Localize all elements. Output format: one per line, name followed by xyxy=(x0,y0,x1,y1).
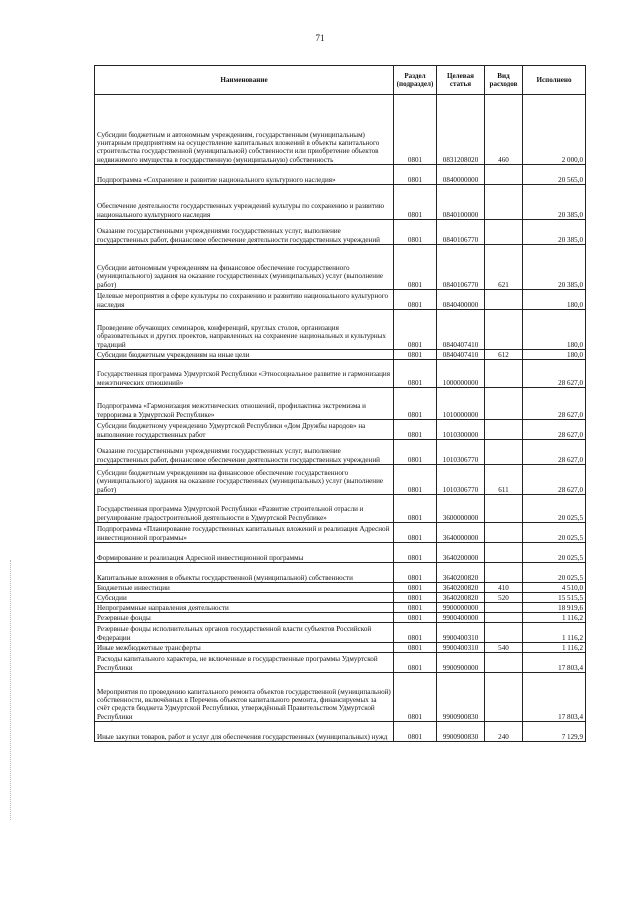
row-section: 0801 xyxy=(394,603,437,613)
row-article: 0840407410 xyxy=(437,310,485,350)
row-amount: 1 116,2 xyxy=(523,613,586,623)
row-amount: 20 565,0 xyxy=(523,165,586,185)
row-article: 3640200820 xyxy=(437,593,485,603)
row-name: Мероприятия по проведению капитального ремонта объектов государственной (муниципальной) собственности, включённых в Перечень объектов капитального ремонта, финансируемых за счёт средств бюджета Удмуртской Республики, утверждённый Правительством Удмуртской Республики xyxy=(95,673,394,722)
row-amount: 28 627,0 xyxy=(523,360,586,388)
row-article: 1010306770 xyxy=(437,440,485,465)
row-article: 0840400000 xyxy=(437,290,485,310)
row-amount: 17 803,4 xyxy=(523,673,586,722)
row-section: 0801 xyxy=(394,495,437,523)
row-type xyxy=(485,420,523,440)
header-type: Вид расходов xyxy=(485,66,523,95)
row-amount: 17 803,4 xyxy=(523,653,586,673)
row-section: 0801 xyxy=(394,420,437,440)
table-row xyxy=(95,653,586,673)
row-article: 9900900830 xyxy=(437,722,485,742)
row-amount: 28 627,0 xyxy=(523,465,586,495)
row-name: Бюджетные инвестиции xyxy=(95,583,394,593)
row-type xyxy=(485,388,523,420)
table-row xyxy=(95,613,586,623)
table-row xyxy=(95,623,586,643)
table-row xyxy=(95,165,586,185)
row-article: 9900400310 xyxy=(437,623,485,643)
table-row xyxy=(95,290,586,310)
table-row xyxy=(95,583,586,593)
row-name: Резервные фонды исполнительных органов государственной власти субъектов Российской Федерации xyxy=(95,623,394,643)
row-name: Субсидии бюджетным учреждениям на иные цели xyxy=(95,350,394,360)
row-name: Формирование и реализация Адресной инвестиционной программы xyxy=(95,543,394,563)
row-type: 410 xyxy=(485,583,523,593)
row-article: 1010000000 xyxy=(437,388,485,420)
row-article: 9900400000 xyxy=(437,613,485,623)
row-article: 1010300000 xyxy=(437,420,485,440)
row-type: 621 xyxy=(485,245,523,290)
row-name: Иные закупки товаров, работ и услуг для обеспечения государственных (муниципальных) нужд xyxy=(95,722,394,742)
table-row xyxy=(95,245,586,290)
row-name: Иные межбюджетные трансферты xyxy=(95,643,394,653)
row-article: 1000000000 xyxy=(437,360,485,388)
table-body xyxy=(95,95,586,742)
row-article: 9900900830 xyxy=(437,673,485,722)
table-row xyxy=(95,310,586,350)
row-name: Субсидии автономным учреждениям на финансовое обеспечение государственного (муниципального) задания на оказание государственных (муниципальных) услуг (выполнение работ) xyxy=(95,245,394,290)
header-section: Раздел (подраздел) xyxy=(394,66,437,95)
row-type xyxy=(485,165,523,185)
row-type xyxy=(485,673,523,722)
header-amount: Исполнено xyxy=(523,66,586,95)
row-section: 0801 xyxy=(394,563,437,583)
row-type xyxy=(485,543,523,563)
row-amount: 28 627,0 xyxy=(523,388,586,420)
row-article: 0840407410 xyxy=(437,350,485,360)
row-section: 0801 xyxy=(394,350,437,360)
table-row xyxy=(95,593,586,603)
row-amount: 20 385,0 xyxy=(523,245,586,290)
row-type: 540 xyxy=(485,643,523,653)
row-section: 0801 xyxy=(394,613,437,623)
row-section: 0801 xyxy=(394,310,437,350)
row-section: 0801 xyxy=(394,388,437,420)
row-amount: 28 627,0 xyxy=(523,440,586,465)
row-type xyxy=(485,290,523,310)
row-section: 0801 xyxy=(394,583,437,593)
row-type xyxy=(485,185,523,220)
row-type: 460 xyxy=(485,95,523,165)
row-amount: 18 919,6 xyxy=(523,603,586,613)
row-amount: 180,0 xyxy=(523,290,586,310)
row-amount: 1 116,2 xyxy=(523,623,586,643)
row-name: Подпрограмма «Сохранение и развитие национального культурного наследия» xyxy=(95,165,394,185)
row-section: 0801 xyxy=(394,623,437,643)
row-section: 0801 xyxy=(394,360,437,388)
row-type xyxy=(485,523,523,543)
scan-edge-marks xyxy=(10,560,13,820)
table-row xyxy=(95,350,586,360)
row-name: Государственная программа Удмуртской Республики «Развитие строительной отрасли и регулирование градостроительной деятельности в Удмуртской Республике» xyxy=(95,495,394,523)
row-type xyxy=(485,613,523,623)
row-amount: 180,0 xyxy=(523,350,586,360)
row-type: 611 xyxy=(485,465,523,495)
row-type: 240 xyxy=(485,722,523,742)
row-article: 9900000000 xyxy=(437,603,485,613)
table-row xyxy=(95,420,586,440)
row-name: Субсидии бюджетному учреждению Удмуртской Республики «Дом Дружбы народов» на выполнение государственных работ xyxy=(95,420,394,440)
row-article: 0840100000 xyxy=(437,185,485,220)
row-amount: 15 515,5 xyxy=(523,593,586,603)
row-amount: 2 000,0 xyxy=(523,95,586,165)
row-amount: 20 025,5 xyxy=(523,523,586,543)
row-type xyxy=(485,360,523,388)
row-section: 0801 xyxy=(394,165,437,185)
row-section: 0801 xyxy=(394,543,437,563)
table-row xyxy=(95,495,586,523)
row-name: Оказание государственными учреждениями государственных услуг, выполнение государственных работ, финансовое обеспечение деятельности государственных учреждений xyxy=(95,440,394,465)
table-row xyxy=(95,185,586,220)
table-row xyxy=(95,360,586,388)
row-section: 0801 xyxy=(394,95,437,165)
row-section: 0801 xyxy=(394,245,437,290)
row-amount: 4 510,0 xyxy=(523,583,586,593)
row-article: 0840106770 xyxy=(437,245,485,290)
row-amount: 1 116,2 xyxy=(523,643,586,653)
row-amount: 20 385,0 xyxy=(523,185,586,220)
header-article: Целевая статья xyxy=(437,66,485,95)
row-type xyxy=(485,495,523,523)
row-article: 3640200000 xyxy=(437,543,485,563)
row-amount: 7 129,9 xyxy=(523,722,586,742)
page-number: 71 xyxy=(315,33,325,43)
row-type xyxy=(485,440,523,465)
row-article: 3640200820 xyxy=(437,563,485,583)
row-article: 3640200820 xyxy=(437,583,485,593)
row-section: 0801 xyxy=(394,220,437,245)
table-row xyxy=(95,220,586,245)
row-name: Подпрограмма «Планирование государственных капитальных вложений и реализация Адресной инвестиционной программы» xyxy=(95,523,394,543)
row-name: Государственная программа Удмуртской Республики «Этносоциальное развитие и гармонизация межэтнических отношений» xyxy=(95,360,394,388)
row-type xyxy=(485,603,523,613)
table-row xyxy=(95,563,586,583)
row-article: 3600000000 xyxy=(437,495,485,523)
table-row xyxy=(95,603,586,613)
row-amount: 20 025,5 xyxy=(523,495,586,523)
row-article: 0840000000 xyxy=(437,165,485,185)
table-row xyxy=(95,722,586,742)
table-row xyxy=(95,643,586,653)
row-type xyxy=(485,310,523,350)
row-type: 612 xyxy=(485,350,523,360)
row-name: Субсидии xyxy=(95,593,394,603)
row-section: 0801 xyxy=(394,643,437,653)
table-row xyxy=(95,543,586,563)
row-amount: 20 025,5 xyxy=(523,563,586,583)
row-amount: 20 025,5 xyxy=(523,543,586,563)
row-amount: 180,0 xyxy=(523,310,586,350)
row-name: Проведение обучающих семинаров, конференций, круглых столов, организация образовательных и других проектов, направленных на сохранение национальных и культурных традиций xyxy=(95,310,394,350)
row-name: Капитальные вложения в объекты государственной (муниципальной) собственности xyxy=(95,563,394,583)
row-section: 0801 xyxy=(394,673,437,722)
row-name: Непрограммные направления деятельности xyxy=(95,603,394,613)
row-type xyxy=(485,563,523,583)
row-section: 0801 xyxy=(394,722,437,742)
row-name: Подпрограмма «Гармонизация межэтнических отношений, профилактика экстремизма и терроризма в Удмуртской Республике» xyxy=(95,388,394,420)
budget-table xyxy=(94,65,586,742)
row-name: Обеспечение деятельности государственных учреждений культуры по сохранению и развитию национального культурного наследия xyxy=(95,185,394,220)
row-amount: 28 627,0 xyxy=(523,420,586,440)
row-name: Целевые мероприятия в сфере культуры по сохранению и развитию национального культурного наследия xyxy=(95,290,394,310)
row-name: Субсидии бюджетным и автономным учреждениям, государственным (муниципальным) унитарным предприятиям на осуществление капитальных вложений в объекты капитального строительства государственной (муниципальной) собственности или приобретение объектов недвижимого имущества в государственную (муниципальную) собственность xyxy=(95,95,394,165)
table-row xyxy=(95,673,586,722)
row-article: 9900900000 xyxy=(437,653,485,673)
row-section: 0801 xyxy=(394,653,437,673)
row-article: 0840106770 xyxy=(437,220,485,245)
row-type: 520 xyxy=(485,593,523,603)
header-name: Наименование xyxy=(95,66,394,95)
row-section: 0801 xyxy=(394,465,437,495)
row-name: Резервные фонды xyxy=(95,613,394,623)
row-section: 0801 xyxy=(394,593,437,603)
row-article: 1010306770 xyxy=(437,465,485,495)
row-section: 0801 xyxy=(394,523,437,543)
row-article: 0831208020 xyxy=(437,95,485,165)
row-name: Расходы капитального характера, не включенные в государственные программы Удмуртской Республики xyxy=(95,653,394,673)
row-section: 0801 xyxy=(394,185,437,220)
row-type xyxy=(485,220,523,245)
table-row xyxy=(95,440,586,465)
row-type xyxy=(485,653,523,673)
table-row xyxy=(95,465,586,495)
row-section: 0801 xyxy=(394,290,437,310)
row-article: 3640000000 xyxy=(437,523,485,543)
row-article: 9900400310 xyxy=(437,643,485,653)
row-section: 0801 xyxy=(394,440,437,465)
row-name: Субсидии бюджетным учреждениям на финансовое обеспечение государственного (муниципального) задания на оказание государственных (муниципальных) услуг (выполнение работ) xyxy=(95,465,394,495)
table-row xyxy=(95,95,586,165)
row-name: Оказание государственными учреждениями государственных услуг, выполнение государственных работ, финансовое обеспечение деятельности государственных учреждений xyxy=(95,220,394,245)
row-amount: 20 385,0 xyxy=(523,220,586,245)
table-row xyxy=(95,388,586,420)
table-row xyxy=(95,523,586,543)
row-type xyxy=(485,623,523,643)
table-header-row xyxy=(95,66,586,95)
